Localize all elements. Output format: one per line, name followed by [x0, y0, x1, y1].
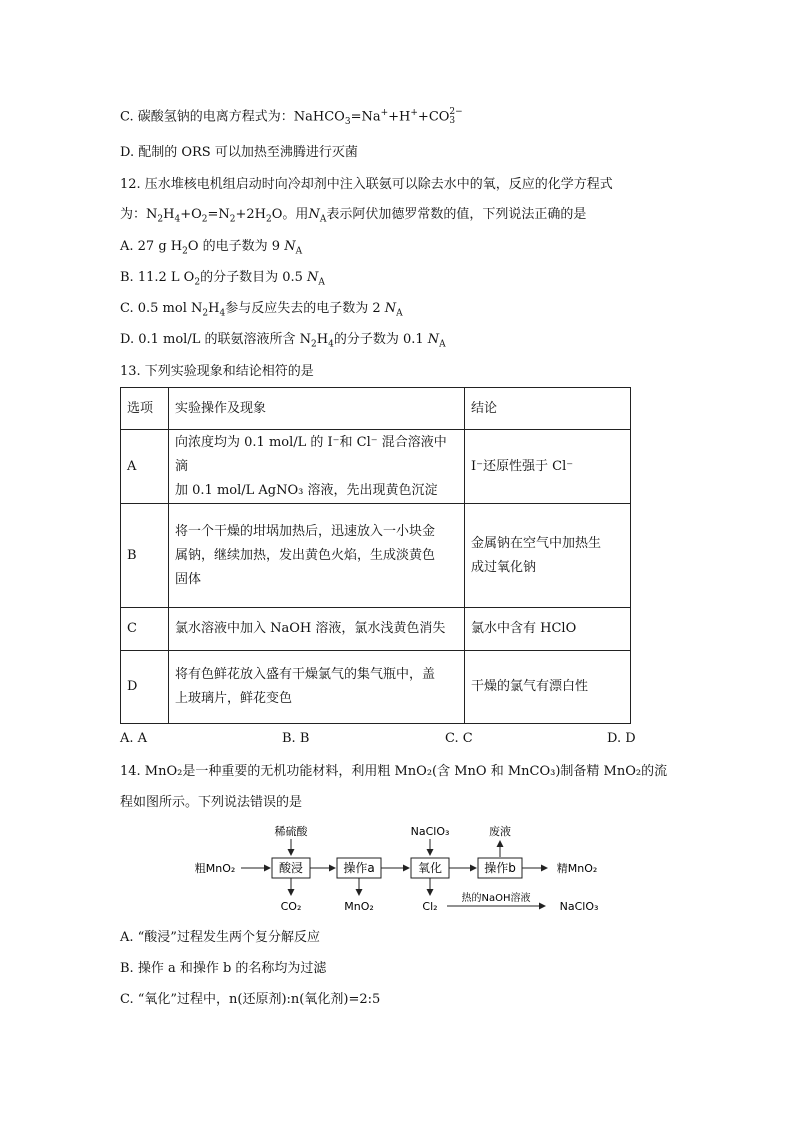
q14-option-b: B. 操作 a 和操作 b 的名称均为过滤 — [120, 961, 327, 976]
q14-stem-line1: 14. MnO₂是一种重要的无机功能材料，利用粗 MnO₂(含 MnO 和 MnCO₃)制备精 MnO₂的流 — [120, 764, 668, 779]
q11-option-c: C. 碳酸氢钠的电离方程式为：NaHCO$_3$=Na++H++CO 2− 3 — [120, 107, 463, 128]
table-row — [121, 504, 631, 608]
row-conclusion: I⁻还原性强于 Cl⁻ — [465, 430, 631, 504]
choice-d: D. D — [607, 731, 636, 746]
header-option: 选项 — [121, 388, 169, 430]
header-operation: 实验操作及现象 — [169, 388, 465, 430]
q13-table — [120, 387, 631, 724]
flow-hot-naoh-label: 热的NaOH溶液 — [461, 893, 531, 904]
flow-naclo3-out-label: NaClO₃ — [559, 900, 599, 913]
q12-option-b: B. 11.2 L $O_2$的分子数目为 0.5 $N_A$ — [120, 270, 325, 288]
q12-option-c: C. 0.5 mol $N_2H_4$参与反应失去的电子数为 2 $N_A$ — [120, 301, 403, 319]
choice-b: B. B — [282, 731, 310, 746]
flow-cl2-label: Cl₂ — [422, 900, 438, 913]
q14-stem-line2: 程如图所示。下列说法错误的是 — [120, 795, 303, 810]
table-header-row — [121, 388, 631, 430]
row-conclusion: 干燥的氯气有漂白性 — [465, 651, 631, 724]
q13-stem: 13. 下列实验现象和结论相符的是 — [120, 364, 314, 379]
q14-option-a: A. “酸浸”过程发生两个复分解反应 — [120, 930, 320, 945]
row-option: D — [121, 651, 169, 724]
row-operation: 氯水溶液中加入 NaOH 溶液，氯水浅黄色消失 — [169, 608, 465, 651]
table-row — [121, 608, 631, 651]
row-operation: 向浓度均为 0.1 mol/L 的 I⁻和 Cl⁻ 混合溶液中滴 加 0.1 mol/L AgNO₃ 溶液，先出现黄色沉淀 — [169, 430, 465, 504]
flow-waste-label: 废液 — [489, 825, 511, 838]
row-option: C — [121, 608, 169, 651]
table-row — [121, 430, 631, 504]
flow-step1: 酸浸 — [278, 861, 304, 875]
flow-raw-label: 粗MnO₂ — [194, 862, 236, 875]
flow-step3: 氧化 — [417, 861, 443, 875]
flow-step2: 操作a — [343, 861, 375, 875]
q14-flowchart — [185, 823, 615, 915]
q11-option-d: D. 配制的 ORS 可以加热至沸腾进行灭菌 — [120, 145, 358, 160]
row-option: B — [121, 504, 169, 608]
q12-option-d: D. 0.1 mol/L 的联氨溶液所含 $N_2H_4$的分子数为 0.1 $N_A$ — [120, 332, 446, 350]
flow-acid-label: 稀硫酸 — [274, 825, 308, 838]
flow-mno2-label: MnO₂ — [344, 900, 374, 913]
table-row — [121, 651, 631, 724]
row-operation: 将有色鲜花放入盛有干燥氯气的集气瓶中，盖 上玻璃片，鲜花变色 — [169, 651, 465, 724]
q12-stem-line1: 12. 压水堆核电机组启动时向冷却剂中注入联氨可以除去水中的氧，反应的化学方程式 — [120, 177, 613, 192]
flow-co2-label: CO₂ — [280, 900, 302, 913]
header-conclusion: 结论 — [465, 388, 631, 430]
q12-option-a: A. 27 g $H_2O$ 的电子数为 9 $N_A$ — [120, 239, 303, 257]
q14-option-c: C. “氧化”过程中，n(还原剂):n(氧化剂)=2:5 — [120, 992, 381, 1007]
choice-a: A. A — [120, 731, 148, 746]
choice-c: C. C — [445, 731, 473, 746]
row-conclusion: 金属钠在空气中加热生 成过氧化钠 — [465, 504, 631, 608]
flow-naclo3-in-label: NaClO₃ — [410, 825, 450, 838]
row-option: A — [121, 430, 169, 504]
flow-step4: 操作b — [484, 861, 516, 875]
row-conclusion: 氯水中含有 HClO — [465, 608, 631, 651]
row-operation: 将一个干燥的坩埚加热后，迅速放入一小块金 属钠，继续加热，发出黄色火焰，生成淡黄色 固体 — [169, 504, 465, 608]
flow-product-label: 精MnO₂ — [556, 862, 598, 875]
q12-stem-line2: 为：$N_2H_4+O_2=N_2+2H_2O$。用$N_A$表示阿伏加德罗常数的值，下列说法正确的是 — [120, 207, 587, 225]
